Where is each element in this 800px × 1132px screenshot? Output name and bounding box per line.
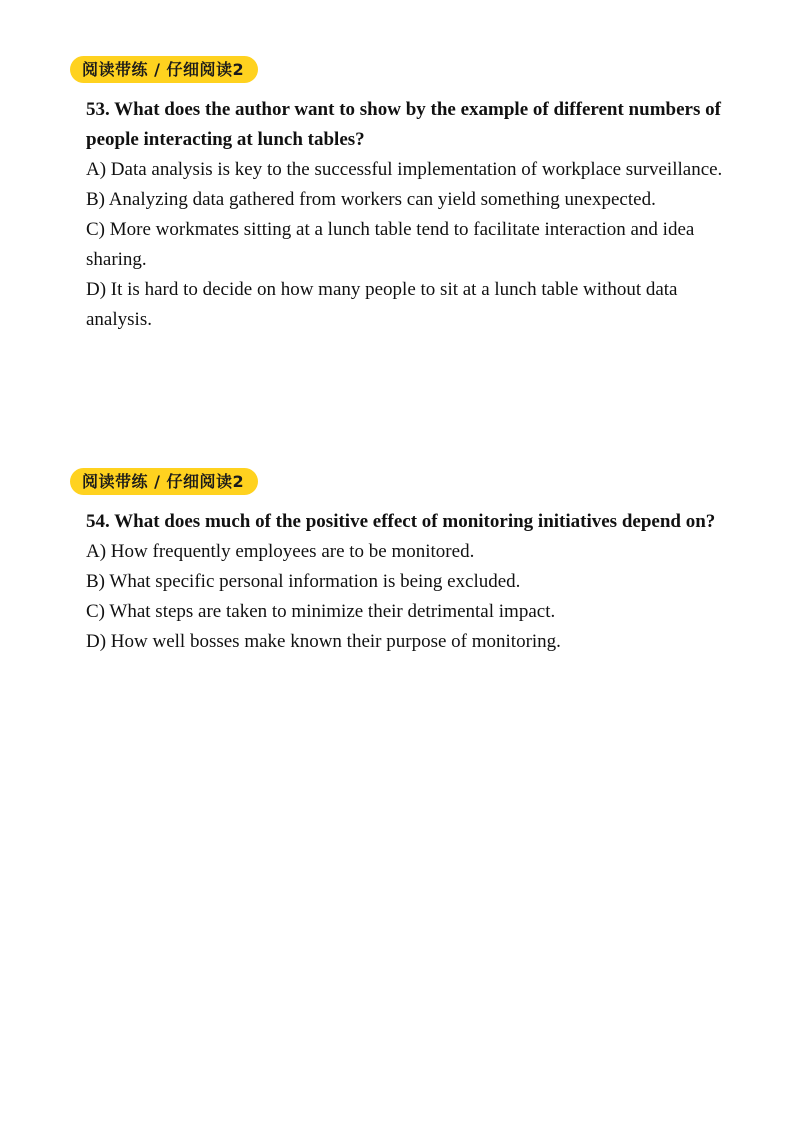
option-a: A) Data analysis is key to the successful implementation of workplace surveillance. bbox=[86, 159, 723, 180]
question-block-53 bbox=[70, 56, 730, 335]
option-c: C) More workmates sitting at a lunch table tend to facilitate interaction and idea sharing. bbox=[86, 219, 695, 270]
answer-options bbox=[86, 155, 730, 335]
question-text: 53. What does the author want to show by the example of different numbers of people interacting at lunch tables? bbox=[86, 99, 721, 150]
option-a: A) How frequently employees are to be monitored. bbox=[86, 541, 475, 562]
section-tag: 阅读带练 / 仔细阅读2 bbox=[70, 56, 258, 83]
section-tag: 阅读带练 / 仔细阅读2 bbox=[70, 468, 258, 495]
option-d: D) How well bosses make known their purpose of monitoring. bbox=[86, 631, 561, 652]
answer-options bbox=[86, 537, 730, 657]
question-block-54 bbox=[70, 468, 730, 657]
question-text: 54. What does much of the positive effect of monitoring initiatives depend on? bbox=[86, 511, 716, 532]
option-b: B) What specific personal information is being excluded. bbox=[86, 571, 521, 592]
option-c: C) What steps are taken to minimize their detrimental impact. bbox=[86, 601, 556, 622]
option-d: D) It is hard to decide on how many people to sit at a lunch table without data analysis. bbox=[86, 279, 678, 330]
option-b: B) Analyzing data gathered from workers can yield something unexpected. bbox=[86, 189, 656, 210]
